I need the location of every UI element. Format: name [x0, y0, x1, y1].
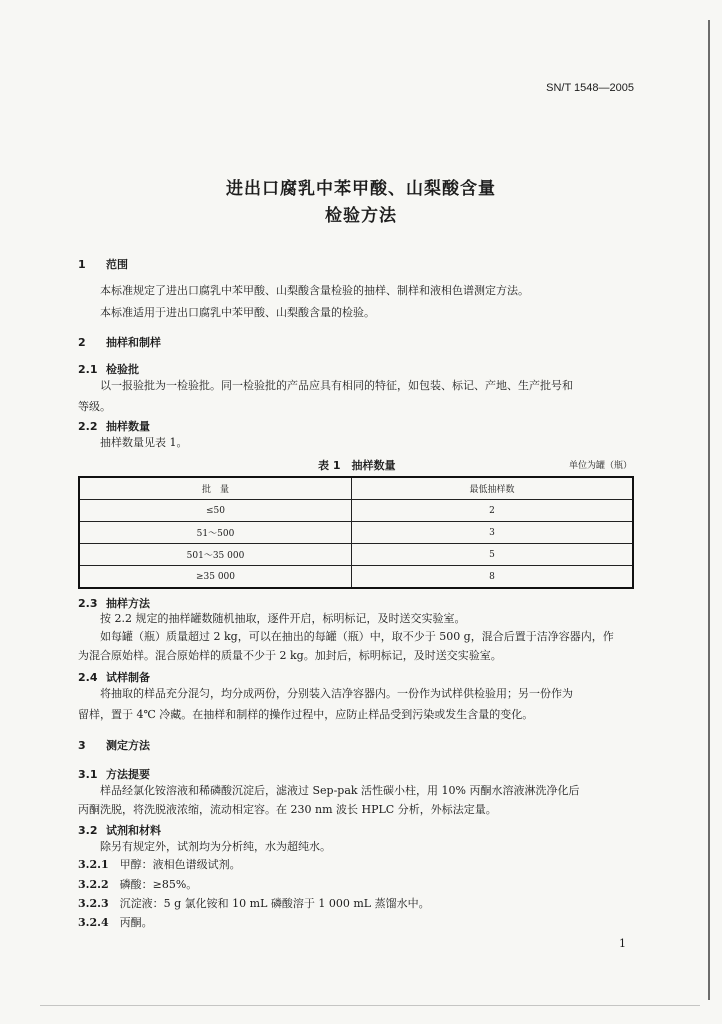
table-caption: 表 1 抽样数量 — [318, 459, 396, 472]
item-number: 3.2.3 — [78, 897, 109, 910]
table-cell: 3 — [352, 522, 634, 544]
table-row — [79, 500, 633, 522]
table-row — [79, 566, 633, 589]
section-2-3-heading — [78, 595, 150, 611]
section-3-2-heading — [78, 822, 161, 838]
paragraph: 抽样数量见表 1。 — [100, 436, 188, 449]
paragraph: 按 2.2 规定的抽样罐数随机抽取，逐件开启，标明标记，及时送交实验室。 — [100, 612, 466, 625]
paragraph: 如每罐（瓶）质量超过 2 kg，可以在抽出的每罐（瓶）中，取不少于 500 g，混合后置于洁净容器内，作 — [100, 630, 614, 643]
section-number: 2.4 — [78, 671, 98, 684]
section-number: 3.1 — [78, 768, 98, 781]
paragraph: 样品经氯化铵溶液和稀磷酸沉淀后，滤液过 Sep-pak 活性碳小柱，用 10% 丙酮水溶液淋洗净化后 — [100, 784, 580, 797]
paragraph: 将抽取的样品充分混匀，均分成两份，分别装入洁净容器内。一份作为试样供检验用；另一份作为 — [100, 687, 573, 700]
paragraph: 本标准规定了进出口腐乳中苯甲酸、山梨酸含量检验的抽样、制样和液相色谱测定方法。 — [100, 284, 529, 297]
paragraph-continuation: 丙酮洗脱，将洗脱液浓缩，流动相定容。在 230 nm 波长 HPLC 分析，外标法定量。 — [78, 803, 497, 816]
item-text: 沉淀液：5 g 氯化铵和 10 mL 磷酸溶于 1 000 mL 蒸馏水中。 — [119, 897, 430, 910]
section-number: 2.2 — [78, 420, 98, 433]
section-2-2-heading — [78, 418, 150, 434]
section-2-1-heading — [78, 361, 139, 377]
document-title: 进出口腐乳中苯甲酸、山梨酸含量 — [226, 179, 496, 199]
section-title: 抽样方法 — [106, 597, 150, 610]
sampling-table — [78, 476, 634, 589]
item-number: 3.2.4 — [78, 916, 109, 929]
section-title: 抽样和制样 — [106, 336, 161, 349]
table-row — [79, 522, 633, 544]
paragraph: 以一报验批为一检验批。同一检验批的产品应具有相同的特征，如包装、标记、产地、生产批号和 — [100, 379, 573, 392]
section-number: 2.3 — [78, 597, 98, 610]
paragraph-continuation: 留样，置于 4℃ 冷藏。在抽样和制样的操作过程中，应防止样品受到污染或发生含量的变化。 — [78, 708, 534, 721]
page-number: 1 — [619, 937, 626, 950]
table-cell: 2 — [352, 500, 634, 522]
table-cell: ≥35 000 — [79, 566, 352, 589]
item-text: 丙酮。 — [119, 916, 153, 929]
table-header-row — [79, 477, 633, 500]
section-title: 测定方法 — [106, 739, 150, 752]
table-cell: 51～500 — [79, 522, 352, 544]
table-header-cell: 批 量 — [79, 477, 352, 500]
table-header-cell: 最低抽样数 — [352, 477, 634, 500]
scan-edge-line — [708, 20, 710, 1000]
section-title: 检验批 — [106, 363, 139, 376]
document-subtitle: 检验方法 — [325, 206, 397, 226]
item-text: 甲醇：液相色谱级试剂。 — [119, 858, 241, 871]
section-1-heading — [78, 256, 128, 272]
section-3-1-heading — [78, 766, 150, 782]
section-title: 方法提要 — [106, 768, 150, 781]
section-title: 范围 — [106, 258, 128, 271]
paragraph: 除另有规定外，试剂均为分析纯，水为超纯水。 — [100, 840, 331, 853]
item-text: 磷酸：≥85%。 — [119, 878, 198, 891]
list-item — [78, 897, 430, 911]
list-item — [78, 858, 241, 872]
section-number: 3.2 — [78, 824, 98, 837]
section-number: 2.1 — [78, 363, 98, 376]
item-number: 3.2.2 — [78, 878, 109, 891]
table-row — [79, 544, 633, 566]
section-3-heading — [78, 737, 150, 753]
list-item — [78, 916, 153, 930]
section-2-4-heading — [78, 669, 150, 685]
table-cell: 501～35 000 — [79, 544, 352, 566]
item-number: 3.2.1 — [78, 858, 109, 871]
table-cell: 5 — [352, 544, 634, 566]
section-number: 1 — [78, 258, 86, 271]
paragraph: 本标准适用于进出口腐乳中苯甲酸、山梨酸含量的检验。 — [100, 306, 375, 319]
paragraph-continuation: 等级。 — [78, 400, 111, 413]
standard-code: SN/T 1548—2005 — [546, 82, 634, 94]
section-number: 2 — [78, 336, 86, 349]
table-cell: ≤50 — [79, 500, 352, 522]
section-2-heading — [78, 334, 161, 350]
section-title: 试剂和材料 — [106, 824, 161, 837]
list-item — [78, 878, 197, 892]
section-title: 试样制备 — [106, 671, 150, 684]
section-title: 抽样数量 — [106, 420, 150, 433]
scan-bottom-line — [40, 1005, 700, 1006]
section-number: 3 — [78, 739, 86, 752]
table-unit: 单位为罐（瓶） — [568, 461, 632, 471]
paragraph-continuation: 为混合原始样。混合原始样的质量不少于 2 kg。加封后，标明标记，及时送交实验室。 — [78, 649, 502, 662]
table-cell: 8 — [352, 566, 634, 589]
